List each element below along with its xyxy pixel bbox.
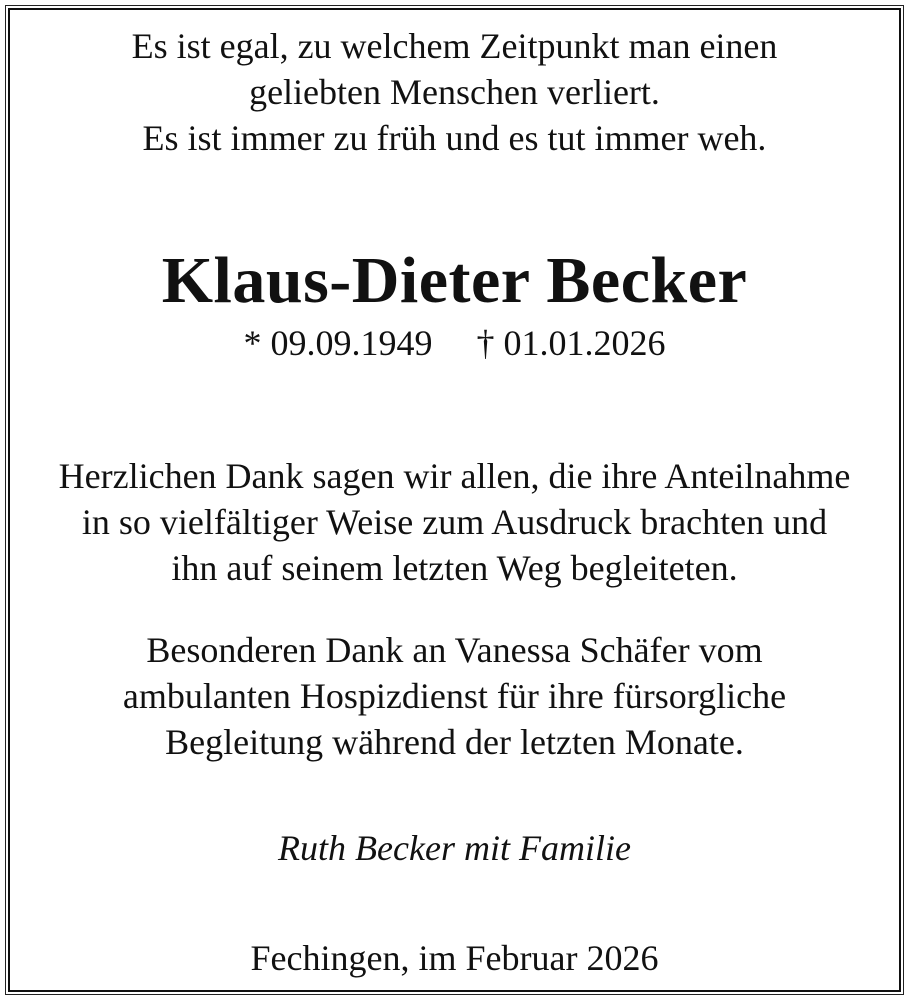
signature: Ruth Becker mit Familie	[278, 828, 631, 868]
place-date: Fechingen, im Februar 2026	[250, 938, 659, 978]
thanks-line-2: in so vielfältiger Weise zum Ausdruck brachten und	[81, 502, 828, 542]
thanks-line-1: Herzlichen Dank sagen wir allen, die ihre Anteilnahme	[58, 456, 851, 496]
quote-line-1: Es ist egal, zu welchem Zeitpunkt man einen	[131, 26, 778, 66]
death-date: † 01.01.2026	[476, 323, 666, 363]
quote-line-2: geliebten Menschen verliert.	[249, 72, 660, 112]
special-thanks-line-1: Besonderen Dank an Vanessa Schäfer vom	[146, 630, 763, 670]
life-dates	[0, 325, 909, 361]
special-thanks-line-3: Begleitung während der letzten Monate.	[165, 722, 744, 762]
quote-line-3: Es ist immer zu früh und es tut immer weh.	[142, 118, 767, 158]
thanks-line-3: ihn auf seinem letzten Weg begleiteten.	[171, 548, 738, 588]
deceased-name: Klaus-Dieter Becker	[161, 244, 748, 317]
birth-date: * 09.09.1949	[243, 323, 433, 363]
special-thanks-line-2: ambulanten Hospizdienst für ihre fürsorgliche	[122, 676, 787, 716]
